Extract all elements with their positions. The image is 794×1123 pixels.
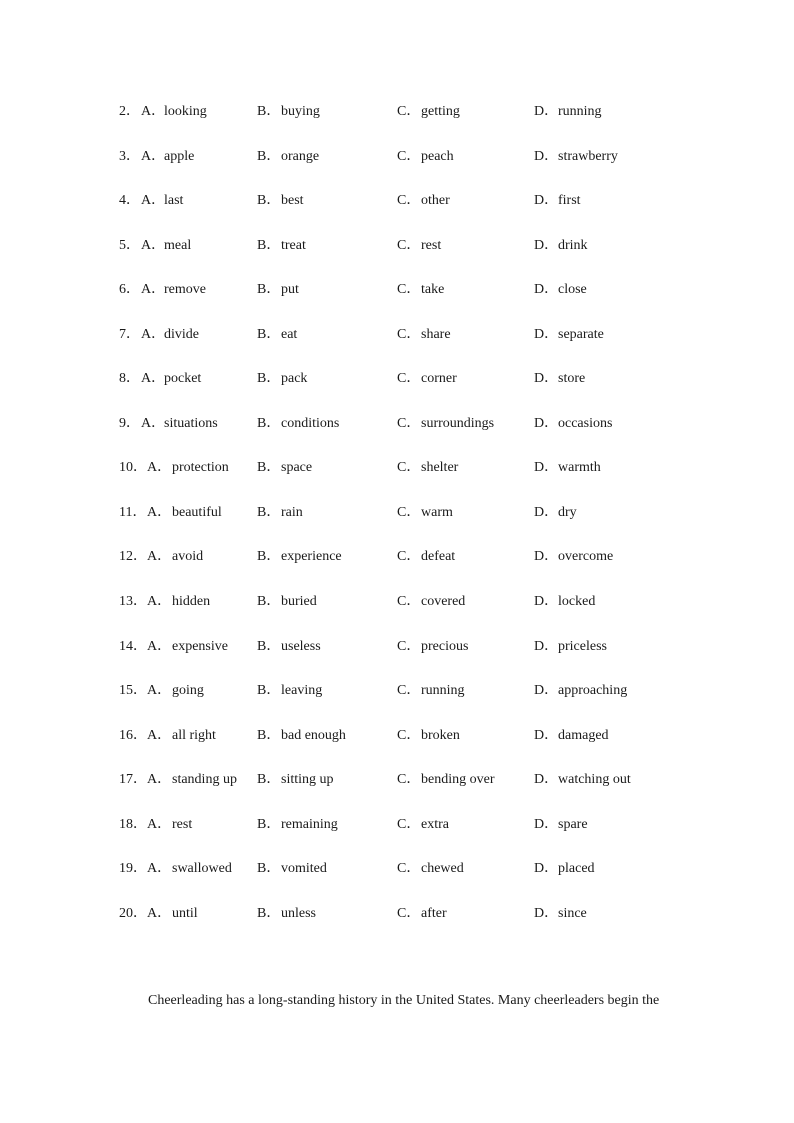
option-a-text: avoid	[172, 549, 204, 565]
option-d-text: strawberry	[558, 148, 618, 164]
question-number: 14．	[119, 638, 147, 654]
question-row	[119, 279, 719, 324]
question-list	[119, 101, 719, 947]
option-c	[397, 238, 441, 254]
option-b-text: experience	[281, 549, 342, 565]
option-b	[257, 282, 299, 298]
option-c-text: warm	[421, 504, 453, 520]
option-b	[257, 149, 319, 165]
option-c	[397, 683, 465, 699]
option-d-letter: D．	[534, 326, 559, 342]
question-number: 11．	[119, 504, 147, 520]
option-b-letter: B．	[257, 683, 281, 699]
option-d-text: separate	[558, 326, 604, 342]
option-b	[257, 817, 338, 833]
option-d-letter: D．	[534, 683, 559, 699]
question-row	[119, 546, 719, 591]
option-b-letter: B．	[257, 415, 281, 431]
option-d	[534, 282, 587, 298]
option-a-text: meal	[164, 237, 192, 253]
question-number: 16．	[119, 727, 147, 743]
option-a-letter: A．	[147, 727, 172, 743]
option-b	[257, 594, 317, 610]
option-c	[397, 193, 450, 209]
option-d-text: close	[558, 282, 587, 298]
option-c-letter: C．	[397, 504, 421, 520]
option-b-text: put	[281, 282, 299, 298]
option-a-text: last	[164, 193, 184, 209]
option-b	[257, 371, 307, 387]
option-b-letter: B．	[257, 104, 281, 119]
option-a-letter: A．	[147, 638, 172, 654]
option-c	[397, 371, 457, 387]
option-d-letter: D．	[534, 594, 559, 610]
option-b	[257, 193, 304, 209]
option-b-text: treat	[281, 237, 306, 253]
question-number: 10．	[119, 460, 147, 476]
option-d	[534, 594, 595, 610]
option-b-letter: B．	[257, 549, 281, 565]
option-d-text: locked	[558, 594, 596, 610]
option-b-text: orange	[281, 148, 320, 164]
question-row	[119, 235, 719, 280]
option-c	[397, 817, 449, 833]
option-a-letter: A．	[147, 460, 172, 476]
option-d-letter: D．	[534, 504, 559, 520]
question-number: 3．	[119, 148, 140, 164]
option-b	[257, 683, 322, 699]
option-d-text: store	[558, 371, 586, 387]
question-number: 17．	[119, 772, 147, 788]
option-a-letter: A．	[141, 148, 166, 164]
option-d-letter: D．	[534, 148, 559, 164]
option-a-letter: A．	[141, 415, 166, 431]
question-number: 4．	[119, 193, 140, 209]
option-c	[397, 416, 494, 432]
option-d	[534, 861, 595, 877]
option-a-text: looking	[164, 104, 207, 119]
option-b-text: buying	[281, 104, 320, 119]
option-d-letter: D．	[534, 282, 559, 298]
option-d-text: spare	[558, 816, 588, 832]
option-c-text: after	[421, 905, 447, 921]
option-c-text: other	[421, 193, 450, 209]
option-d-letter: D．	[534, 549, 559, 565]
option-c-text: peach	[421, 148, 454, 164]
option-c	[397, 861, 464, 877]
option-c-text: shelter	[421, 460, 459, 476]
option-a-text: situations	[164, 415, 218, 431]
question-number: 8．	[119, 371, 140, 387]
option-a-text: swallowed	[172, 861, 232, 877]
option-b	[257, 460, 312, 476]
option-b-letter: B．	[257, 861, 281, 877]
question-number: 18．	[119, 816, 147, 832]
option-d-letter: D．	[534, 816, 559, 832]
option-b-letter: B．	[257, 905, 281, 921]
option-c-text: corner	[421, 371, 457, 387]
option-b-text: pack	[281, 371, 308, 387]
option-a-letter: A．	[141, 371, 166, 387]
option-b	[257, 639, 321, 655]
question-row	[119, 680, 719, 725]
option-d	[534, 639, 607, 655]
option-b-letter: B．	[257, 816, 281, 832]
option-a-text: going	[172, 683, 204, 699]
option-a-letter: A．	[147, 683, 172, 699]
option-c	[397, 549, 455, 565]
option-a-letter: A．	[147, 504, 172, 520]
option-b-text: bad enough	[281, 727, 346, 743]
option-c-text: broken	[421, 727, 460, 743]
option-c-text: take	[421, 282, 445, 298]
option-a-letter: A．	[147, 594, 172, 610]
question-row	[119, 591, 719, 636]
option-c-text: covered	[421, 594, 466, 610]
option-d	[534, 149, 618, 165]
option-d	[534, 104, 602, 120]
option-a-text: pocket	[164, 371, 202, 387]
option-b	[257, 505, 303, 521]
option-a-text: until	[172, 905, 198, 921]
option-c	[397, 594, 465, 610]
option-a-letter: A．	[141, 104, 166, 119]
option-d-letter: D．	[534, 237, 559, 253]
option-d-text: occasions	[558, 415, 613, 431]
option-b	[257, 416, 339, 432]
option-b-text: eat	[281, 326, 298, 342]
option-d	[534, 238, 588, 254]
option-b-text: space	[281, 460, 313, 476]
option-a-letter: A．	[141, 326, 166, 342]
option-d-text: watching out	[558, 772, 631, 788]
option-b-text: vomited	[281, 861, 327, 877]
option-b-letter: B．	[257, 504, 281, 520]
option-b-letter: B．	[257, 772, 281, 788]
option-a-text: hidden	[172, 594, 211, 610]
option-b	[257, 772, 334, 788]
option-c	[397, 772, 494, 788]
option-c	[397, 906, 447, 922]
option-c-letter: C．	[397, 683, 421, 699]
option-b-letter: B．	[257, 638, 281, 654]
option-b	[257, 327, 297, 343]
option-c-letter: C．	[397, 237, 421, 253]
option-c	[397, 149, 454, 165]
option-d-letter: D．	[534, 371, 559, 387]
option-d	[534, 460, 601, 476]
option-c-text: precious	[421, 638, 469, 654]
option-c-letter: C．	[397, 371, 421, 387]
question-row	[119, 324, 719, 369]
question-number: 15．	[119, 683, 147, 699]
option-b	[257, 906, 316, 922]
option-c-letter: C．	[397, 816, 421, 832]
option-d-text: first	[558, 193, 581, 209]
option-b-text: rain	[281, 504, 303, 520]
option-d-text: running	[558, 104, 602, 119]
option-c-letter: C．	[397, 460, 421, 476]
option-a-text: all right	[172, 727, 216, 743]
option-d-letter: D．	[534, 727, 559, 743]
option-a-letter: A．	[141, 282, 166, 298]
option-d-text: warmth	[558, 460, 601, 476]
option-c-letter: C．	[397, 772, 421, 788]
option-d-text: damaged	[558, 727, 609, 743]
option-a-text: divide	[164, 326, 199, 342]
option-c-text: surroundings	[421, 415, 495, 431]
option-a-letter: A．	[147, 905, 172, 921]
option-a-letter: A．	[141, 193, 166, 209]
question-row	[119, 858, 719, 903]
option-d	[534, 906, 587, 922]
option-c-letter: C．	[397, 104, 421, 119]
question-row	[119, 725, 719, 770]
option-c	[397, 104, 460, 120]
option-c-letter: C．	[397, 415, 421, 431]
question-number: 12．	[119, 549, 147, 565]
option-b-letter: B．	[257, 237, 281, 253]
question-number: 5．	[119, 237, 140, 253]
option-c-letter: C．	[397, 727, 421, 743]
option-d	[534, 683, 627, 699]
option-b-text: conditions	[281, 415, 340, 431]
option-c-letter: C．	[397, 282, 421, 298]
option-a-text: rest	[172, 816, 193, 832]
option-d	[534, 327, 604, 343]
option-d-letter: D．	[534, 193, 559, 209]
option-c-text: extra	[421, 816, 449, 832]
option-d-letter: D．	[534, 905, 559, 921]
option-b-text: leaving	[281, 683, 323, 699]
question-row	[119, 457, 719, 502]
option-a-letter: A．	[147, 861, 172, 877]
question-row	[119, 636, 719, 681]
option-d	[534, 549, 613, 565]
option-d-letter: D．	[534, 638, 559, 654]
option-c-text: getting	[421, 104, 460, 119]
option-b-text: sitting up	[281, 772, 334, 788]
option-d-text: overcome	[558, 549, 614, 565]
option-c-letter: C．	[397, 549, 421, 565]
option-d-text: priceless	[558, 638, 607, 654]
question-row	[119, 814, 719, 859]
option-b-letter: B．	[257, 193, 281, 209]
option-c-letter: C．	[397, 594, 421, 610]
option-d-letter: D．	[534, 415, 559, 431]
option-c-letter: C．	[397, 905, 421, 921]
option-b-text: remaining	[281, 816, 338, 832]
option-b	[257, 549, 342, 565]
option-c-text: defeat	[421, 549, 456, 565]
option-a-text: protection	[172, 460, 229, 476]
option-b	[257, 728, 346, 744]
question-number: 13．	[119, 594, 147, 610]
option-d-letter: D．	[534, 460, 559, 476]
option-a-text: standing up	[172, 772, 237, 788]
option-c-text: running	[421, 683, 465, 699]
passage-text: Cheerleading has a long-standing history in the United States. Many cheerleaders begin the	[148, 993, 660, 1008]
option-d	[534, 193, 581, 209]
question-number: 7．	[119, 326, 140, 342]
option-c	[397, 639, 468, 655]
question-row	[119, 769, 719, 814]
option-b	[257, 861, 327, 877]
option-c-text: rest	[421, 237, 442, 253]
option-d-text: placed	[558, 861, 595, 877]
question-row	[119, 903, 719, 948]
question-row	[119, 146, 719, 191]
question-row	[119, 368, 719, 413]
question-number: 6．	[119, 282, 140, 298]
question-row	[119, 413, 719, 458]
option-b-text: best	[281, 193, 304, 209]
option-a-letter: A．	[141, 237, 166, 253]
option-b-letter: B．	[257, 727, 281, 743]
option-c-text: bending over	[421, 772, 495, 788]
option-b-letter: B．	[257, 371, 281, 387]
option-b	[257, 104, 320, 120]
option-c-text: share	[421, 326, 451, 342]
option-a-text: beautiful	[172, 504, 222, 520]
question-number: 19．	[119, 861, 147, 877]
question-row	[119, 190, 719, 235]
option-d	[534, 505, 577, 521]
option-d-letter: D．	[534, 861, 559, 877]
option-c	[397, 282, 444, 298]
option-c-letter: C．	[397, 148, 421, 164]
question-number: 2．	[119, 104, 140, 119]
option-d	[534, 371, 585, 387]
option-b-letter: B．	[257, 460, 281, 476]
option-c	[397, 505, 453, 521]
option-d-text: drink	[558, 237, 588, 253]
option-a-letter: A．	[147, 549, 172, 565]
option-c	[397, 460, 458, 476]
option-c	[397, 327, 451, 343]
option-c	[397, 728, 460, 744]
question-row	[119, 502, 719, 547]
option-b	[257, 238, 306, 254]
question-number: 9．	[119, 415, 140, 431]
option-d	[534, 817, 588, 833]
option-a-letter: A．	[147, 772, 172, 788]
option-b-letter: B．	[257, 594, 281, 610]
question-row	[119, 101, 719, 146]
option-a-text: apple	[164, 148, 195, 164]
option-b-letter: B．	[257, 326, 281, 342]
option-c-letter: C．	[397, 861, 421, 877]
option-c-letter: C．	[397, 193, 421, 209]
option-d-letter: D．	[534, 104, 559, 119]
option-d	[534, 728, 609, 744]
option-d	[534, 772, 631, 788]
option-b-text: useless	[281, 638, 321, 654]
option-b-text: buried	[281, 594, 317, 610]
option-d-text: approaching	[558, 683, 628, 699]
option-d	[534, 416, 612, 432]
option-d-text: dry	[558, 504, 577, 520]
option-b-text: unless	[281, 905, 316, 921]
option-b-letter: B．	[257, 148, 281, 164]
option-a-text: remove	[164, 282, 206, 298]
option-d-text: since	[558, 905, 587, 921]
option-b-letter: B．	[257, 282, 281, 298]
option-d-letter: D．	[534, 772, 559, 788]
question-number: 20．	[119, 905, 147, 921]
option-a-text: expensive	[172, 638, 228, 654]
option-a-letter: A．	[147, 816, 172, 832]
option-c-letter: C．	[397, 638, 421, 654]
option-c-letter: C．	[397, 326, 421, 342]
option-c-text: chewed	[421, 861, 464, 877]
